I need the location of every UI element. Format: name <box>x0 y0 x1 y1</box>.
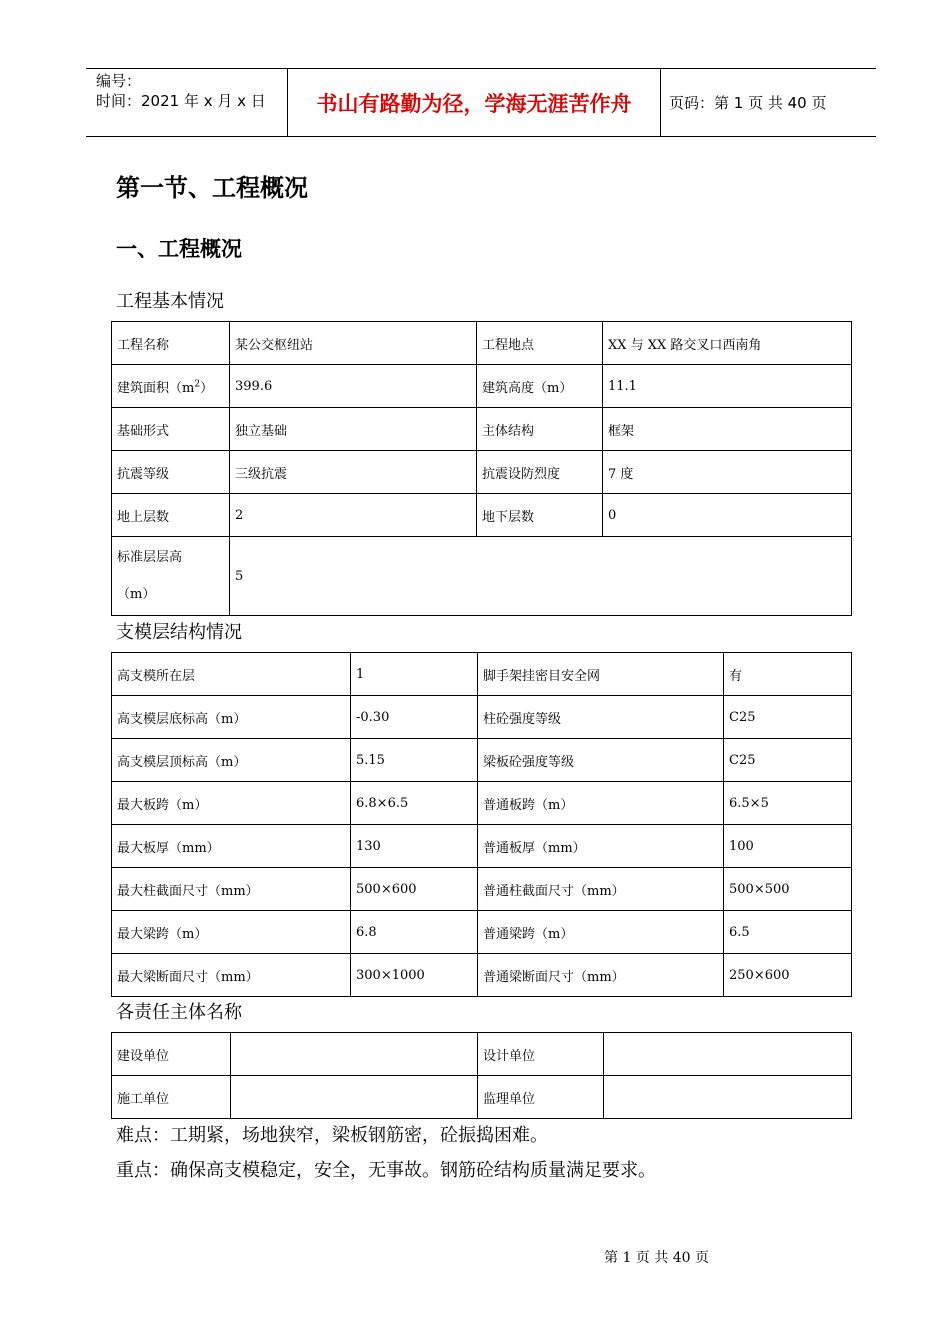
support-table-body <box>112 653 852 997</box>
table-cell: 2 <box>230 494 477 537</box>
table-cell: 高支模所在层 <box>112 653 351 696</box>
table-cell: 普通柱截面尺寸（mm） <box>478 868 724 911</box>
table-cell: 独立基础 <box>230 408 477 451</box>
floor-height-unit: （m） <box>117 587 156 602</box>
table-cell <box>604 1033 852 1076</box>
table-cell: 11.1 <box>603 365 852 408</box>
table-cell: 6.5 <box>724 911 852 954</box>
table-cell: 三级抗震 <box>230 451 477 494</box>
table-row <box>112 537 852 616</box>
table-cell: 最大柱截面尺寸（mm） <box>112 868 351 911</box>
table-cell <box>112 537 230 616</box>
table-cell: 0 <box>603 494 852 537</box>
table-cell: 最大梁断面尺寸（mm） <box>112 954 351 997</box>
table-cell: 最大板跨（m） <box>112 782 351 825</box>
table-cell: 6.8×6.5 <box>351 782 478 825</box>
table-cell <box>231 1076 478 1119</box>
table-cell: C25 <box>724 696 852 739</box>
difficulty-paragraph: 难点：工期紧，场地狭窄，梁板钢筋密，砼振捣困难。 <box>116 1125 548 1146</box>
support-caption: 支模层结构情况 <box>116 622 242 643</box>
header-page-info: 页码：第 1 页 共 40 页 <box>669 94 827 112</box>
table-cell: 工程名称 <box>112 322 230 365</box>
table-row <box>112 739 852 782</box>
number-label: 编号： <box>96 72 142 90</box>
table-cell <box>112 365 230 408</box>
table-cell: 脚手架挂密目安全网 <box>478 653 724 696</box>
header-motto: 书山有路勤为径，学海无涯苦作舟 <box>287 69 661 136</box>
table-row <box>112 696 852 739</box>
table-cell: 5 <box>230 537 852 616</box>
table-cell: 工程地点 <box>477 322 603 365</box>
table-cell: 399.6 <box>230 365 477 408</box>
table-row <box>112 653 852 696</box>
parties-caption: 各责任主体名称 <box>116 1002 242 1023</box>
key-point-paragraph: 重点：确保高支模稳定，安全，无事故。钢筋砼结构质量满足要求。 <box>116 1160 656 1181</box>
table-cell: 高支模层顶标高（m） <box>112 739 351 782</box>
table-cell: 监理单位 <box>478 1076 604 1119</box>
table-cell: 普通梁断面尺寸（mm） <box>478 954 724 997</box>
header-meta <box>96 71 266 111</box>
table-cell: 普通板厚（mm） <box>478 825 724 868</box>
table-row <box>112 451 852 494</box>
table-cell: 130 <box>351 825 478 868</box>
table-row <box>112 954 852 997</box>
table-cell: 地上层数 <box>112 494 230 537</box>
table-cell: 6.8 <box>351 911 478 954</box>
support-table <box>111 652 852 997</box>
table-cell: 300×1000 <box>351 954 478 997</box>
table-cell <box>231 1033 478 1076</box>
table-cell: 普通梁跨（m） <box>478 911 724 954</box>
table-row <box>112 868 852 911</box>
table-cell: 100 <box>724 825 852 868</box>
section-title: 第一节、工程概况 <box>116 174 308 202</box>
table-cell: 500×600 <box>351 868 478 911</box>
table-cell: 有 <box>724 653 852 696</box>
table-cell: 设计单位 <box>478 1033 604 1076</box>
table-cell: 梁板砼强度等级 <box>478 739 724 782</box>
floor-height-label: 标准层层高 <box>117 550 183 565</box>
table-cell: XX 与 XX 路交叉口西南角 <box>603 322 852 365</box>
area-sup: 2 <box>194 379 201 390</box>
table-cell: -0.30 <box>351 696 478 739</box>
table-cell: 6.5×5 <box>724 782 852 825</box>
table-cell: 基础形式 <box>112 408 230 451</box>
table-cell <box>604 1076 852 1119</box>
table-row <box>112 782 852 825</box>
table-row <box>112 911 852 954</box>
table-cell: 柱砼强度等级 <box>478 696 724 739</box>
table-cell: 抗震等级 <box>112 451 230 494</box>
table-cell: 最大梁跨（m） <box>112 911 351 954</box>
table-row <box>112 365 852 408</box>
table-cell: 1 <box>351 653 478 696</box>
basic-info-caption: 工程基本情况 <box>116 291 224 312</box>
page-header <box>86 68 876 137</box>
table-cell: 建筑高度（m） <box>477 365 603 408</box>
table-cell: 7 度 <box>603 451 852 494</box>
area-label: 建筑面积（m <box>117 380 195 396</box>
table-cell: 建设单位 <box>112 1033 231 1076</box>
table-cell: C25 <box>724 739 852 782</box>
table-cell: 施工单位 <box>112 1076 231 1119</box>
basic-info-table <box>111 321 852 616</box>
table-cell: 500×500 <box>724 868 852 911</box>
table-cell: 5.15 <box>351 739 478 782</box>
table-cell: 地下层数 <box>477 494 603 537</box>
table-row <box>112 322 852 365</box>
parties-table <box>111 1032 852 1119</box>
table-cell: 最大板厚（mm） <box>112 825 351 868</box>
table-cell: 抗震设防烈度 <box>477 451 603 494</box>
table-cell: 高支模层底标高（m） <box>112 696 351 739</box>
subsection-title: 一、工程概况 <box>116 237 242 261</box>
table-row <box>112 1033 852 1076</box>
time-label: 时间：2021 年 x 月 x 日 <box>96 92 266 110</box>
table-row <box>112 494 852 537</box>
table-row <box>112 825 852 868</box>
table-row <box>112 1076 852 1119</box>
table-cell: 主体结构 <box>477 408 603 451</box>
page-footer: 第 1 页 共 40 页 <box>604 1250 709 1266</box>
table-cell: 某公交枢纽站 <box>230 322 477 365</box>
area-label-close: ） <box>200 380 214 396</box>
table-row <box>112 408 852 451</box>
table-cell: 普通板跨（m） <box>478 782 724 825</box>
table-cell: 250×600 <box>724 954 852 997</box>
table-cell: 框架 <box>603 408 852 451</box>
